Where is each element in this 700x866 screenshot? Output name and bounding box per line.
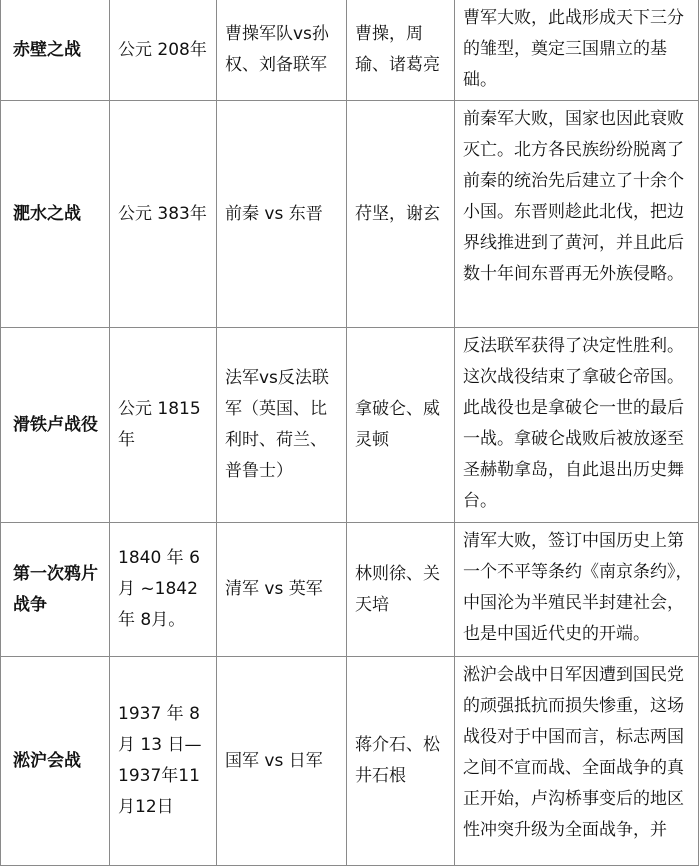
- battle-commanders-cell: 林则徐、关天培: [347, 523, 455, 657]
- table-row: [1, 657, 699, 866]
- battle-commanders-cell: 苻坚，谢玄: [347, 101, 455, 328]
- battle-sides-cell: 法军vs反法联军（英国、比利时、荷兰、普鲁士）: [217, 328, 347, 523]
- battle-commanders-cell: 拿破仑、威灵顿: [347, 328, 455, 523]
- battle-name-cell: 淞沪会战: [1, 657, 110, 866]
- table-row: [1, 101, 699, 328]
- battle-commanders-cell: 蒋介石、松井石根: [347, 657, 455, 866]
- battle-result-cell: 反法联军获得了决定性胜利。这次战役结束了拿破仑帝国。此战役也是拿破仑一世的最后一战。拿破仑战败后被放逐至圣赫勒拿岛，自此退出历史舞台。: [455, 328, 699, 523]
- table-row: [1, 328, 699, 523]
- battle-sides-cell: 国军 vs 日军: [217, 657, 347, 866]
- battle-result-cell: 清军大败，签订中国历史上第一个不平等条约《南京条约》，中国沦为半殖民半封建社会，也是中国近代史的开端。: [455, 523, 699, 657]
- battle-sides-cell: 前秦 vs 东晋: [217, 101, 347, 328]
- battle-result-cell: 淞沪会战中日军因遭到国民党的顽强抵抗而损失惨重，这场战役对于中国而言，标志两国之间不宣而战、全面战争的真正开始，卢沟桥事变后的地区性冲突升级为全面战争，并: [455, 657, 699, 866]
- table-row: [1, 0, 699, 101]
- battle-name-cell: 赤壁之战: [1, 0, 110, 101]
- battle-time-cell: 公元 383年: [110, 101, 217, 328]
- battle-sides-cell: 清军 vs 英军: [217, 523, 347, 657]
- battle-name-cell: 淝水之战: [1, 101, 110, 328]
- battle-time-cell: 公元 1815年: [110, 328, 217, 523]
- battle-result-cell: 曹军大败，此战形成天下三分的雏型，奠定三国鼎立的基础。: [455, 0, 699, 101]
- battle-sides-cell: 曹操军队vs孙权、刘备联军: [217, 0, 347, 101]
- battle-time-cell: 公元 208年: [110, 0, 217, 101]
- battle-name-cell: 滑铁卢战役: [1, 328, 110, 523]
- battle-time-cell: 1840 年 6 月 ~1842 年 8月。: [110, 523, 217, 657]
- battle-time-cell: 1937 年 8 月 13 日—1937年11月12日: [110, 657, 217, 866]
- table-row: [1, 523, 699, 657]
- battle-name-cell: 第一次鸦片战争: [1, 523, 110, 657]
- battle-commanders-cell: 曹操，周瑜、诸葛亮: [347, 0, 455, 101]
- battle-result-cell: 前秦军大败，国家也因此衰败灭亡。北方各民族纷纷脱离了前秦的统治先后建立了十余个小国。东晋则趁此北伐，把边界线推进到了黄河，并且此后数十年间东晋再无外族侵略。: [455, 101, 699, 328]
